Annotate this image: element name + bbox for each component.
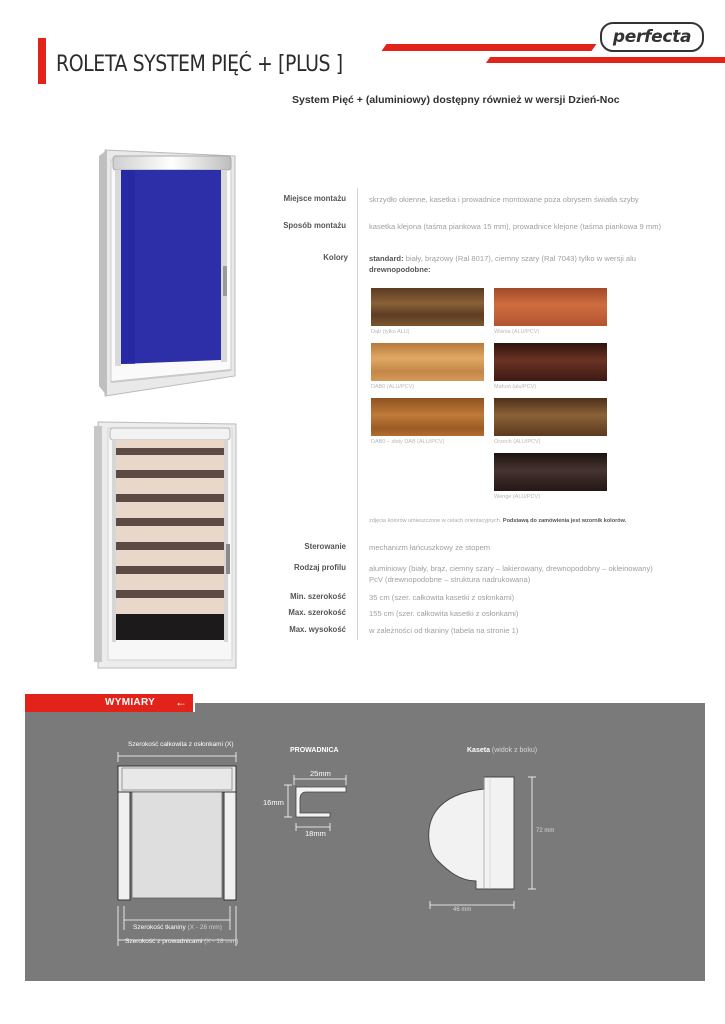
brand-logo-text: perfecta <box>612 27 692 47</box>
color-swatch-wisnia <box>494 288 607 326</box>
fabric-width-formula: (X - 26 mm) <box>185 924 222 931</box>
header-stripe <box>382 44 597 51</box>
fabric-width-text: Szerokość tkaniny <box>133 924 186 931</box>
cassette-title <box>467 747 537 754</box>
spec-value-colors-wood <box>369 264 431 275</box>
cassette-title-text: Kaseta <box>467 747 490 754</box>
colors-wood-label: drewnopodobne: <box>369 265 431 274</box>
product-photo-blue-blind <box>95 148 245 398</box>
color-swatch-zloty-dab <box>371 398 484 436</box>
cassette-subtitle: (widok z boku) <box>489 747 538 754</box>
spec-divider <box>357 188 358 640</box>
color-swatch-caption: DAB0 (ALU/PCV) <box>371 384 415 390</box>
color-swatch-orzech <box>494 398 607 436</box>
spec-label-mounting-place: Miejsce montażu <box>283 194 346 203</box>
spec-label-profile: Rodzaj profilu <box>294 563 346 572</box>
arrow-left-icon: ← <box>175 695 187 709</box>
brand-logo <box>600 22 704 52</box>
spec-value-mounting-method: kasetka klejona (taśma piankowa 15 mm), prowadnice klejone (taśma piankowa 9 mm) <box>369 222 662 231</box>
color-swatch-caption: Wenge (ALU/PCV) <box>494 494 541 500</box>
spec-value-profile-line2: PcV (drewnopodobne – struktura nadrukowana) <box>369 575 531 584</box>
header-stripe <box>486 57 725 63</box>
spec-value-control: mechanizm łańcuszkowy ze stopem <box>369 543 491 552</box>
guide-rail-title: PROWADNICA <box>290 747 339 754</box>
spec-label-max-height: Max. wysokość <box>289 625 346 634</box>
guides-width-text: Szerokość z prowadnicami <box>125 938 203 945</box>
fabric-width-label <box>133 924 222 931</box>
spec-value-max-height: w zależności od tkaniny (tabela na stronie 1) <box>369 626 519 635</box>
color-swatch-caption: DAB0 – złoty DAB (ALU/PCV) <box>371 439 445 445</box>
color-disclaimer-text: zdjęcia kolorów umieszczone w celach orientacyjnych. <box>369 518 503 524</box>
colors-standard-value: biały, brązowy (Ral 8017), ciemny szary (Ral 7043) tylko w wersji alu <box>403 254 637 263</box>
dimensions-tab-label: WYMIARY <box>105 697 156 708</box>
cassette-width-dimension: 46 mm <box>453 907 472 913</box>
total-width-label: Szerokość całkowita z osłonkami (X) <box>128 741 234 748</box>
guide-height-dimension: 16mm <box>263 798 284 807</box>
color-disclaimer <box>369 518 626 524</box>
colors-standard-label: standard: <box>369 254 404 263</box>
spec-label-colors: Kolory <box>323 253 348 262</box>
color-swatch-caption: Orzech (ALU/PCV) <box>494 439 541 445</box>
color-swatch-caption: Dąb (tylko ALU) <box>371 329 410 335</box>
color-swatch-dab0 <box>371 343 484 381</box>
guides-width-formula: (X - 18 mm) <box>202 938 239 945</box>
spec-value-colors-standard <box>369 253 636 264</box>
color-swatch-mahon <box>494 343 607 381</box>
color-swatch-caption: Mahoń (alu/PCV) <box>494 384 537 390</box>
spec-label-max-width: Max. szerokość <box>288 608 346 617</box>
color-disclaimer-bold: Podstawą do zamówienia jest wzornik kolorów. <box>502 518 627 524</box>
guides-width-label <box>125 938 238 945</box>
cassette-height-dimension: 72 mm <box>536 828 555 834</box>
spec-value-max-width: 155 cm (szer. całkowita kasetki z osłonkami) <box>369 609 519 618</box>
spec-label-control: Sterowanie <box>304 542 346 551</box>
color-swatch-dab <box>371 288 484 326</box>
spec-label-min-width: Min. szerokość <box>290 592 346 601</box>
spec-value-mounting-place: skrzydło okienne, kasetka i prowadnice montowane poza obrysem światła szyby <box>369 195 639 204</box>
page-title: ROLETA SYSTEM PIĘĆ + [PLUS ] <box>56 52 343 77</box>
spec-label-mounting-method: Sposób montażu <box>283 221 346 230</box>
color-swatch-wenge <box>494 453 607 491</box>
spec-value-profile-line1: aluminiowy (biały, brąz, ciemny szary – lakierowany, drewnopodobny – okleinowany) <box>369 564 653 573</box>
title-accent-bar <box>38 38 46 84</box>
spec-value-min-width: 35 cm (szer. całkowita kasetki z osłonkami) <box>369 593 515 602</box>
guide-top-dimension: 25mm <box>310 769 331 778</box>
guide-bottom-dimension: 18mm <box>305 829 326 838</box>
page-subtitle: System Pięć + (aluminiowy) dostępny również w wersji Dzień-Noc <box>292 94 620 106</box>
cassette-drawing <box>420 765 550 915</box>
color-swatch-caption: Wiśnia (ALU/PCV) <box>494 329 540 335</box>
dimensions-tab <box>25 692 195 712</box>
